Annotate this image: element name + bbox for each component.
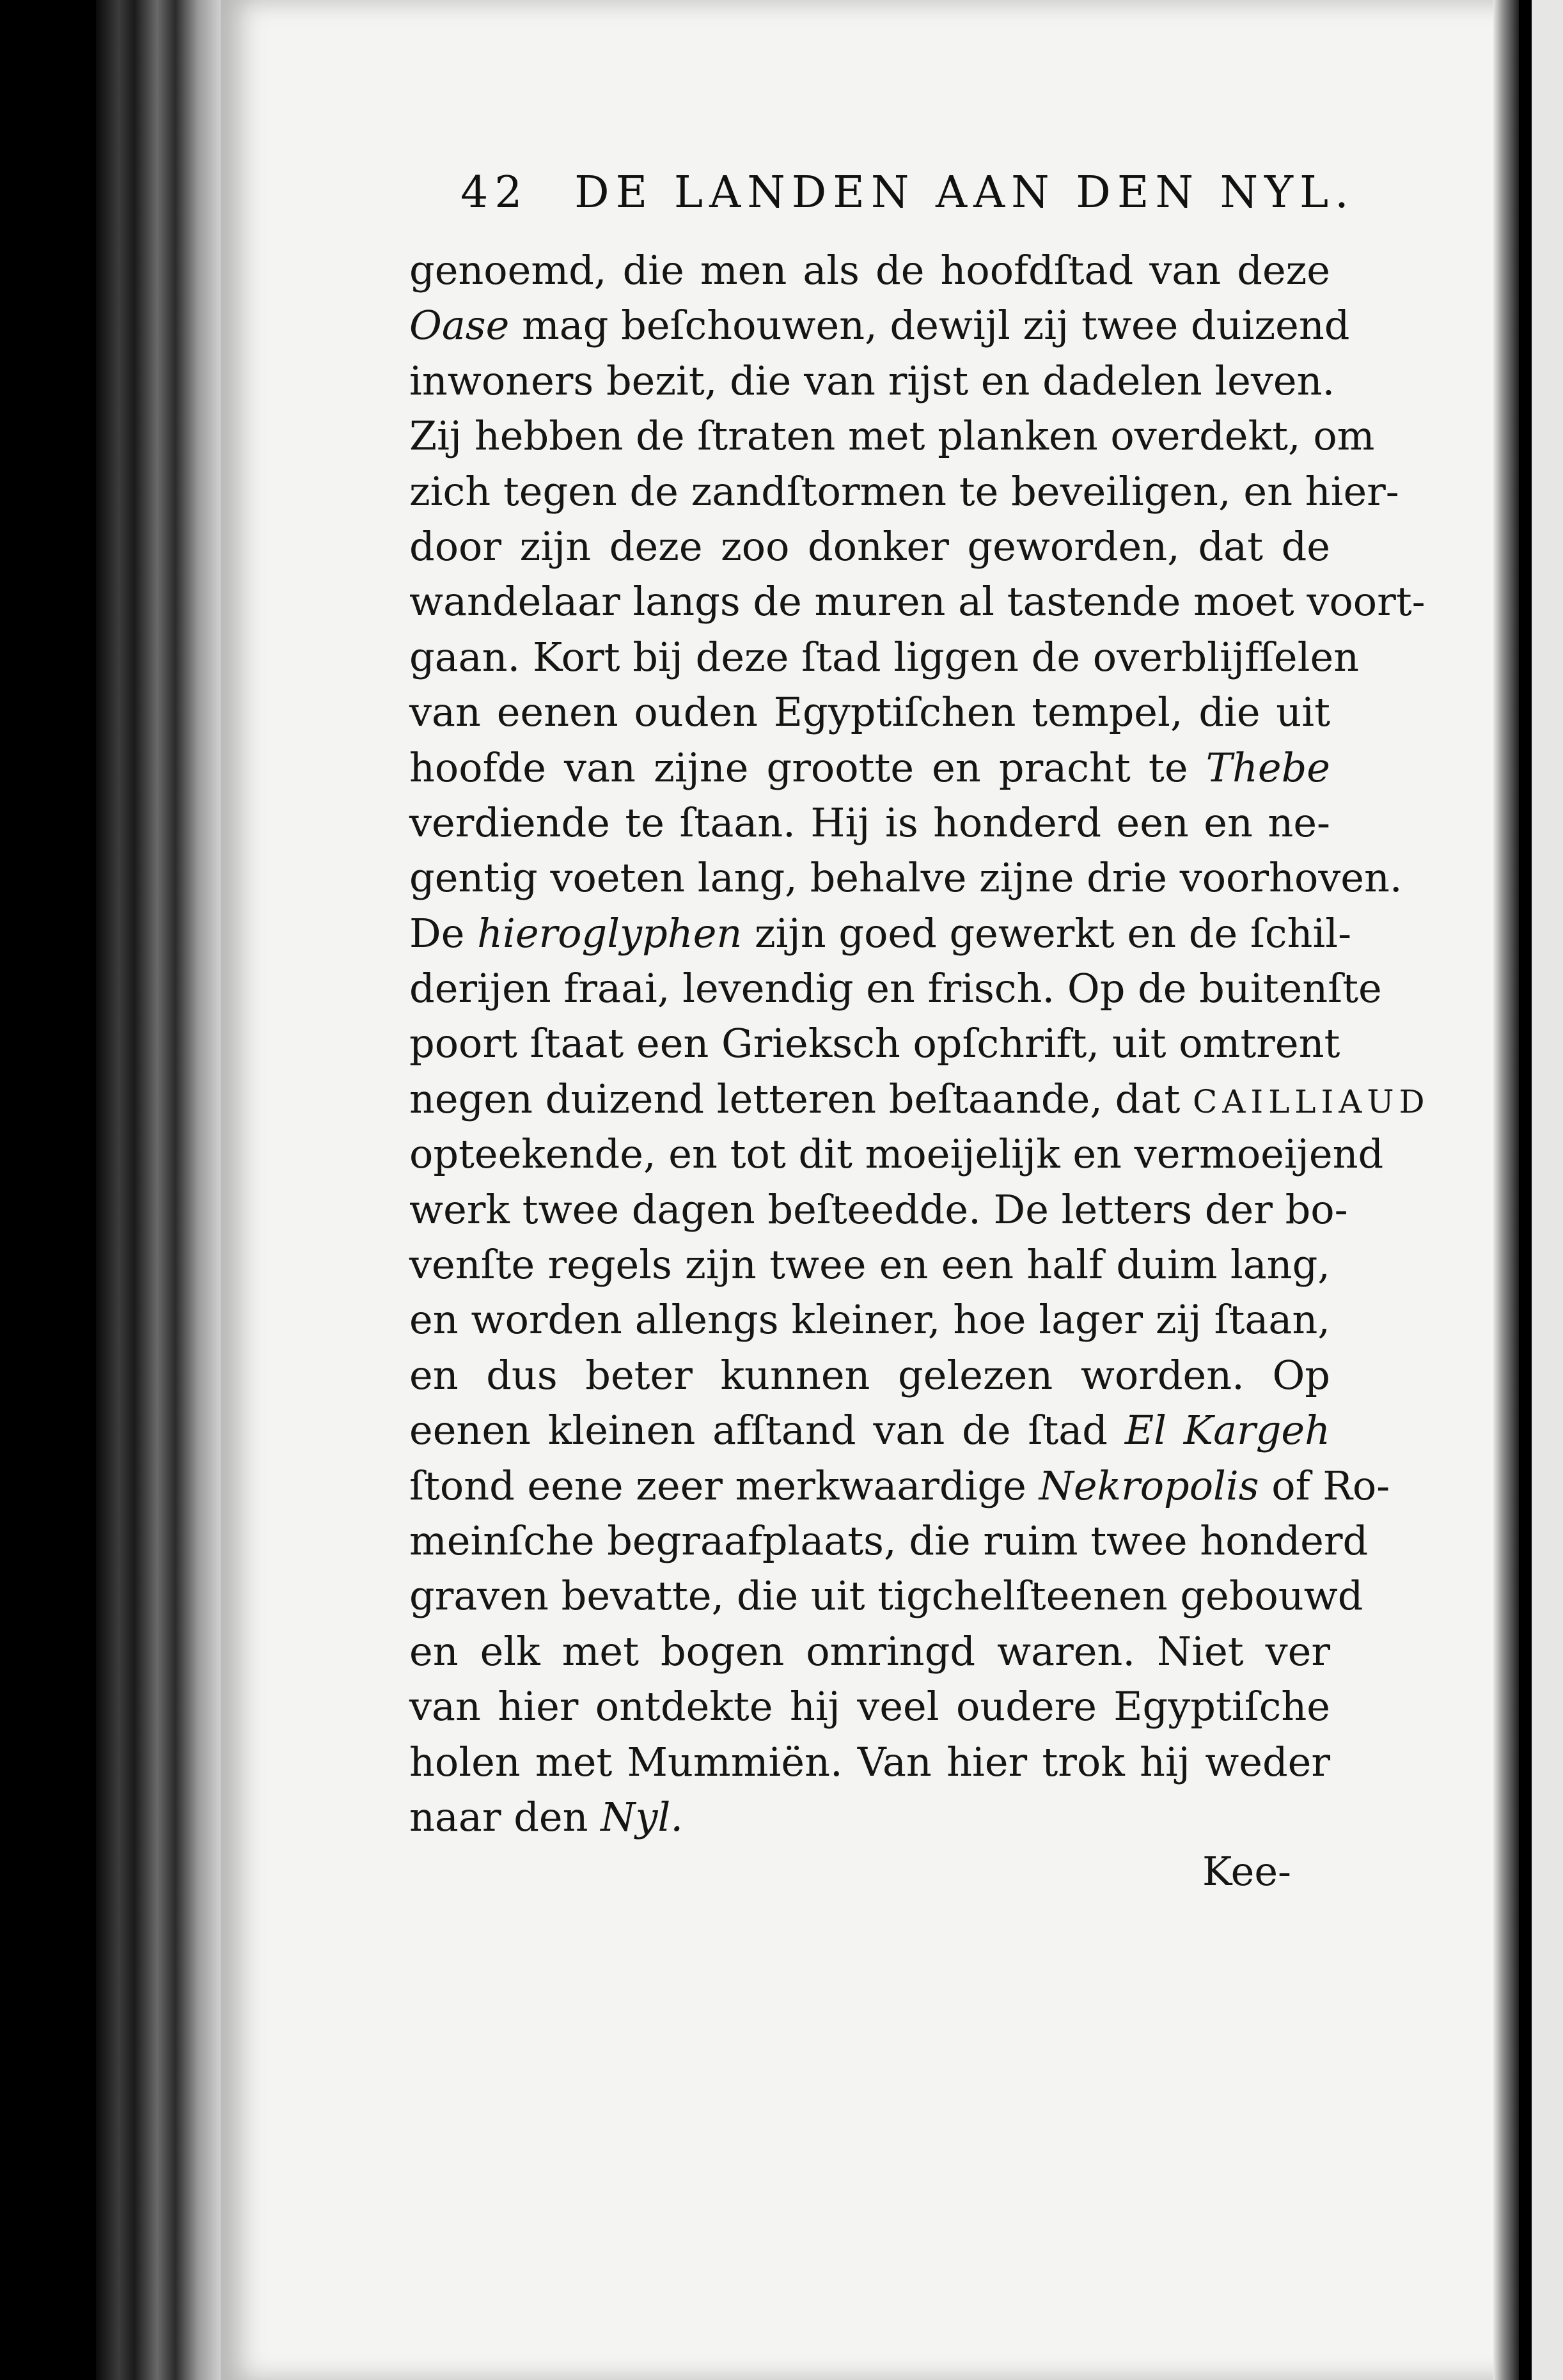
text-line	[409, 1679, 1330, 1734]
text-run: ſtond eene zeer merkwaardige	[409, 1462, 1039, 1509]
catchword: Kee-	[1202, 1848, 1291, 1895]
text-line	[409, 1403, 1330, 1458]
text-line	[409, 354, 1335, 409]
text-run: en worden allengs kleiner, hoe lager zij ſtaan,	[409, 1296, 1330, 1343]
text-line	[409, 1569, 1363, 1624]
italic-word: Nekropolis	[1039, 1462, 1259, 1509]
text-run: hoofde van zijne grootte en pracht te	[409, 744, 1206, 791]
text-run: negen duizend letteren beſtaande, dat	[409, 1075, 1193, 1122]
text-line	[409, 630, 1360, 685]
text-line	[409, 574, 1426, 629]
page-gutter	[1493, 0, 1519, 2380]
text-run: derijen fraai, levendig en frisch. Op de buitenſte	[409, 965, 1382, 1012]
text-run: of Ro-	[1259, 1462, 1390, 1509]
text-run: naar den	[409, 1793, 601, 1840]
text-run: zijn goed gewerkt en de ſchil-	[742, 909, 1352, 957]
text-run: meinſche begraafplaats, die ruim twee honderd	[409, 1517, 1369, 1564]
text-line	[409, 1459, 1390, 1514]
text-line	[409, 409, 1375, 464]
small-caps-name: CAILLIAUD	[1192, 1083, 1430, 1120]
text-run: werk twee dagen beſteedde. De letters der bo-	[409, 1186, 1348, 1233]
text-run: mag beſchouwen, dewijl zij twee duizend	[509, 302, 1350, 349]
text-line	[409, 1735, 1330, 1790]
text-run: wandelaar langs de muren al tastende moet voort-	[409, 578, 1426, 625]
text-line	[409, 1237, 1330, 1292]
text-line	[409, 243, 1330, 298]
text-line	[409, 1072, 1430, 1127]
text-line	[409, 1514, 1369, 1569]
text-line	[409, 1790, 1330, 1845]
text-run: poort ſtaat een Grieksch opſchrift, uit omtrent	[409, 1020, 1340, 1067]
text-line	[409, 961, 1382, 1016]
text-line	[409, 519, 1330, 574]
text-line	[409, 1348, 1330, 1403]
italic-word: hieroglyphen	[477, 909, 742, 957]
page-number: 42	[460, 168, 529, 218]
text-run: verdiende te ſtaan. Hij is honderd een en ne-	[409, 799, 1330, 846]
text-run: eenen kleinen afſtand van de ſtad	[409, 1407, 1125, 1454]
text-run: opteekende, en tot dit moeijelijk en vermoeijend	[409, 1131, 1384, 1178]
italic-word: Nyl.	[601, 1793, 684, 1840]
text-line	[409, 1182, 1348, 1237]
text-run: genoemd, die men als de hoofdſtad van deze	[409, 247, 1330, 294]
text-run: holen met Mummiën. Van hier trok hij weder	[409, 1738, 1330, 1785]
body-text	[409, 243, 1430, 1845]
running-header	[460, 168, 1356, 231]
text-line	[409, 1624, 1330, 1679]
text-line	[409, 795, 1330, 850]
text-run: door zijn deze zoo donker geworden, dat de	[409, 522, 1330, 570]
text-line	[409, 298, 1350, 353]
text-line	[409, 906, 1352, 961]
text-run: en elk met bogen omringd waren. Niet ver	[409, 1627, 1330, 1675]
text-line	[409, 740, 1330, 795]
text-run: Zij hebben de ſtraten met planken overdekt, om	[409, 412, 1375, 460]
text-run: De	[409, 909, 478, 957]
text-run: gaan. Kort bij deze ſtad liggen de overblijfſelen	[409, 633, 1360, 680]
text-run: venſte regels zijn twee en een half duim lang,	[409, 1241, 1330, 1288]
adjacent-page-edge	[1532, 0, 1563, 2380]
text-line	[409, 1127, 1384, 1182]
italic-word: El Kargeh	[1124, 1407, 1331, 1454]
italic-word: Thebe	[1206, 744, 1330, 791]
running-title: DE LANDEN AAN DEN NYL.	[574, 168, 1355, 218]
text-line	[409, 850, 1402, 905]
text-run: van hier ontdekte hij veel oudere Egyptiſche	[409, 1683, 1330, 1730]
text-run: graven bevatte, die uit tigchelſteenen gebouwd	[409, 1572, 1363, 1620]
text-line	[409, 685, 1330, 740]
text-run: van eenen ouden Egyptiſchen tempel, die uit	[409, 689, 1330, 736]
text-line	[409, 464, 1399, 519]
italic-word: Oase	[409, 302, 510, 349]
text-run: zich tegen de zandſtormen te beveiligen, en hier-	[409, 467, 1399, 515]
text-line	[409, 1016, 1340, 1071]
text-run: inwoners bezit, die van rijst en dadelen leven.	[409, 357, 1335, 404]
text-run: en dus beter kunnen gelezen worden. Op	[409, 1351, 1330, 1398]
book-spine	[96, 0, 224, 2380]
text-line	[409, 1292, 1330, 1347]
text-run: gentig voeten lang, behalve zijne drie voorhoven.	[409, 854, 1402, 902]
